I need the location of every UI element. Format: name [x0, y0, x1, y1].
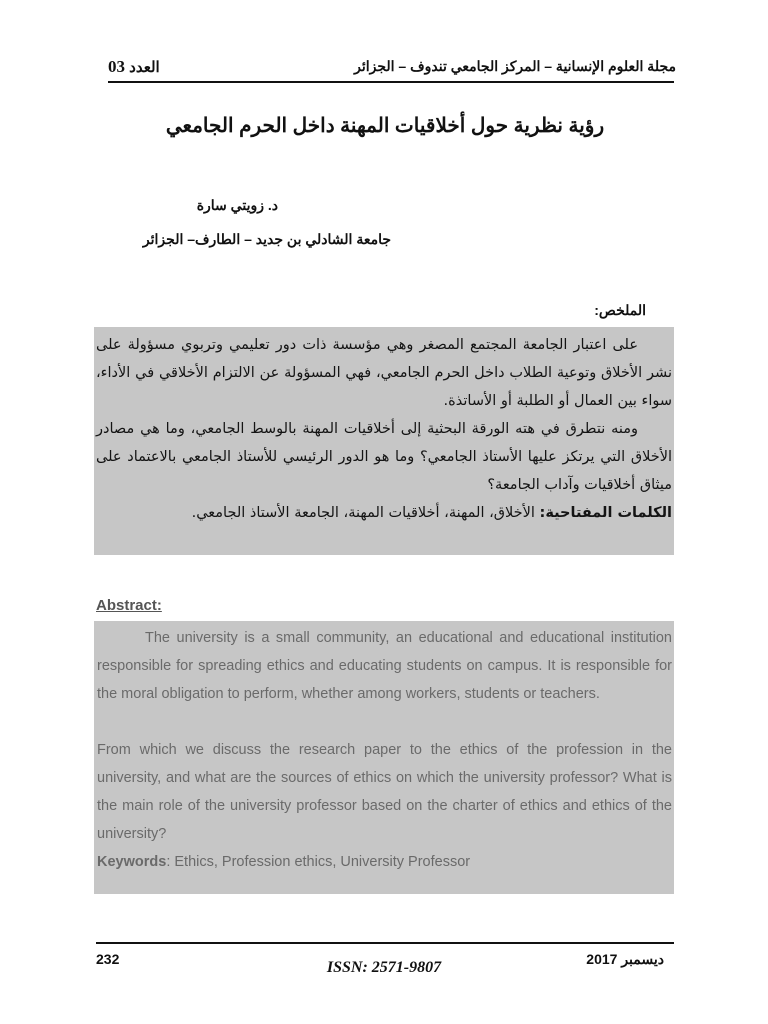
author-affiliation: جامعة الشادلي بن جديد – الطارف– الجزائر	[142, 231, 391, 247]
arabic-abstract-box	[94, 327, 674, 555]
issue-date: ديسمبر 2017	[586, 951, 664, 967]
english-abstract-heading: Abstract:	[96, 597, 162, 614]
english-abstract-paragraph-2: From which we discuss the research paper to the ethics of the profession in the university, and what are the sources of ethics on which the university professor? What is the main role of the university professor based on the charter of ethics and ethics of the university?	[97, 742, 672, 842]
issue-number	[108, 57, 160, 77]
issue-label: العدد	[129, 59, 160, 76]
page-number: 232	[96, 951, 120, 967]
issn: ISSN: 2571-9807	[326, 959, 442, 976]
english-keywords	[97, 848, 672, 876]
issue-value: 03	[108, 57, 125, 76]
arabic-abstract-paragraph-1: على اعتبار الجامعة المجتمع المصغر وهي مؤسسة ذات دور تعليمي وتربوي مسؤولة على نشر الأخلاق وتوعية الطلاب داخل الحرم الجامعي، فهي المسؤولة عن الالتزام الأخلاقي في الأداء، سواء بين العمال أو الطلبة أو الأساتذة.	[96, 337, 672, 409]
arabic-abstract-heading: الملخص:	[594, 302, 646, 318]
arabic-keywords-label: الكلمات المفتاحية:	[539, 505, 672, 521]
arabic-abstract-paragraph-2: ومنه نتطرق في هته الورقة البحثية إلى أخلاقيات المهنة بالوسط الجامعي، وما هي مصادر الأخلاق التي يرتكز عليها الأستاذ الجامعي؟ وما هو الدور الرئيسي للأستاذ الجامعي بالاعتماد على ميثاق أخلاقيات وآداب الجامعة؟	[96, 421, 672, 493]
arabic-keywords	[96, 499, 672, 527]
footer-divider	[96, 942, 674, 944]
header-divider	[108, 81, 674, 83]
english-abstract-box	[94, 621, 674, 894]
journal-name: مجلة العلوم الإنسانية – المركز الجامعي تندوف – الجزائر	[354, 58, 676, 74]
english-keywords-label: Keywords	[97, 854, 167, 870]
paper-title: رؤية نظرية حول أخلاقيات المهنة داخل الحرم الجامعي	[165, 115, 605, 137]
author-name: د. زويتي سارة	[196, 197, 278, 213]
english-abstract-paragraph-1: The university is a small community, an educational and educational institution responsible for spreading ethics and educating students on campus. It is responsible for the moral obligation to perform, whether among workers, students or teachers.	[97, 630, 672, 702]
english-keywords-list: : Ethics, Profession ethics, University Professor	[166, 854, 471, 870]
arabic-keywords-list: الأخلاق، المهنة، أخلاقيات المهنة، الجامعة الأستاذ الجامعي.	[191, 505, 535, 521]
